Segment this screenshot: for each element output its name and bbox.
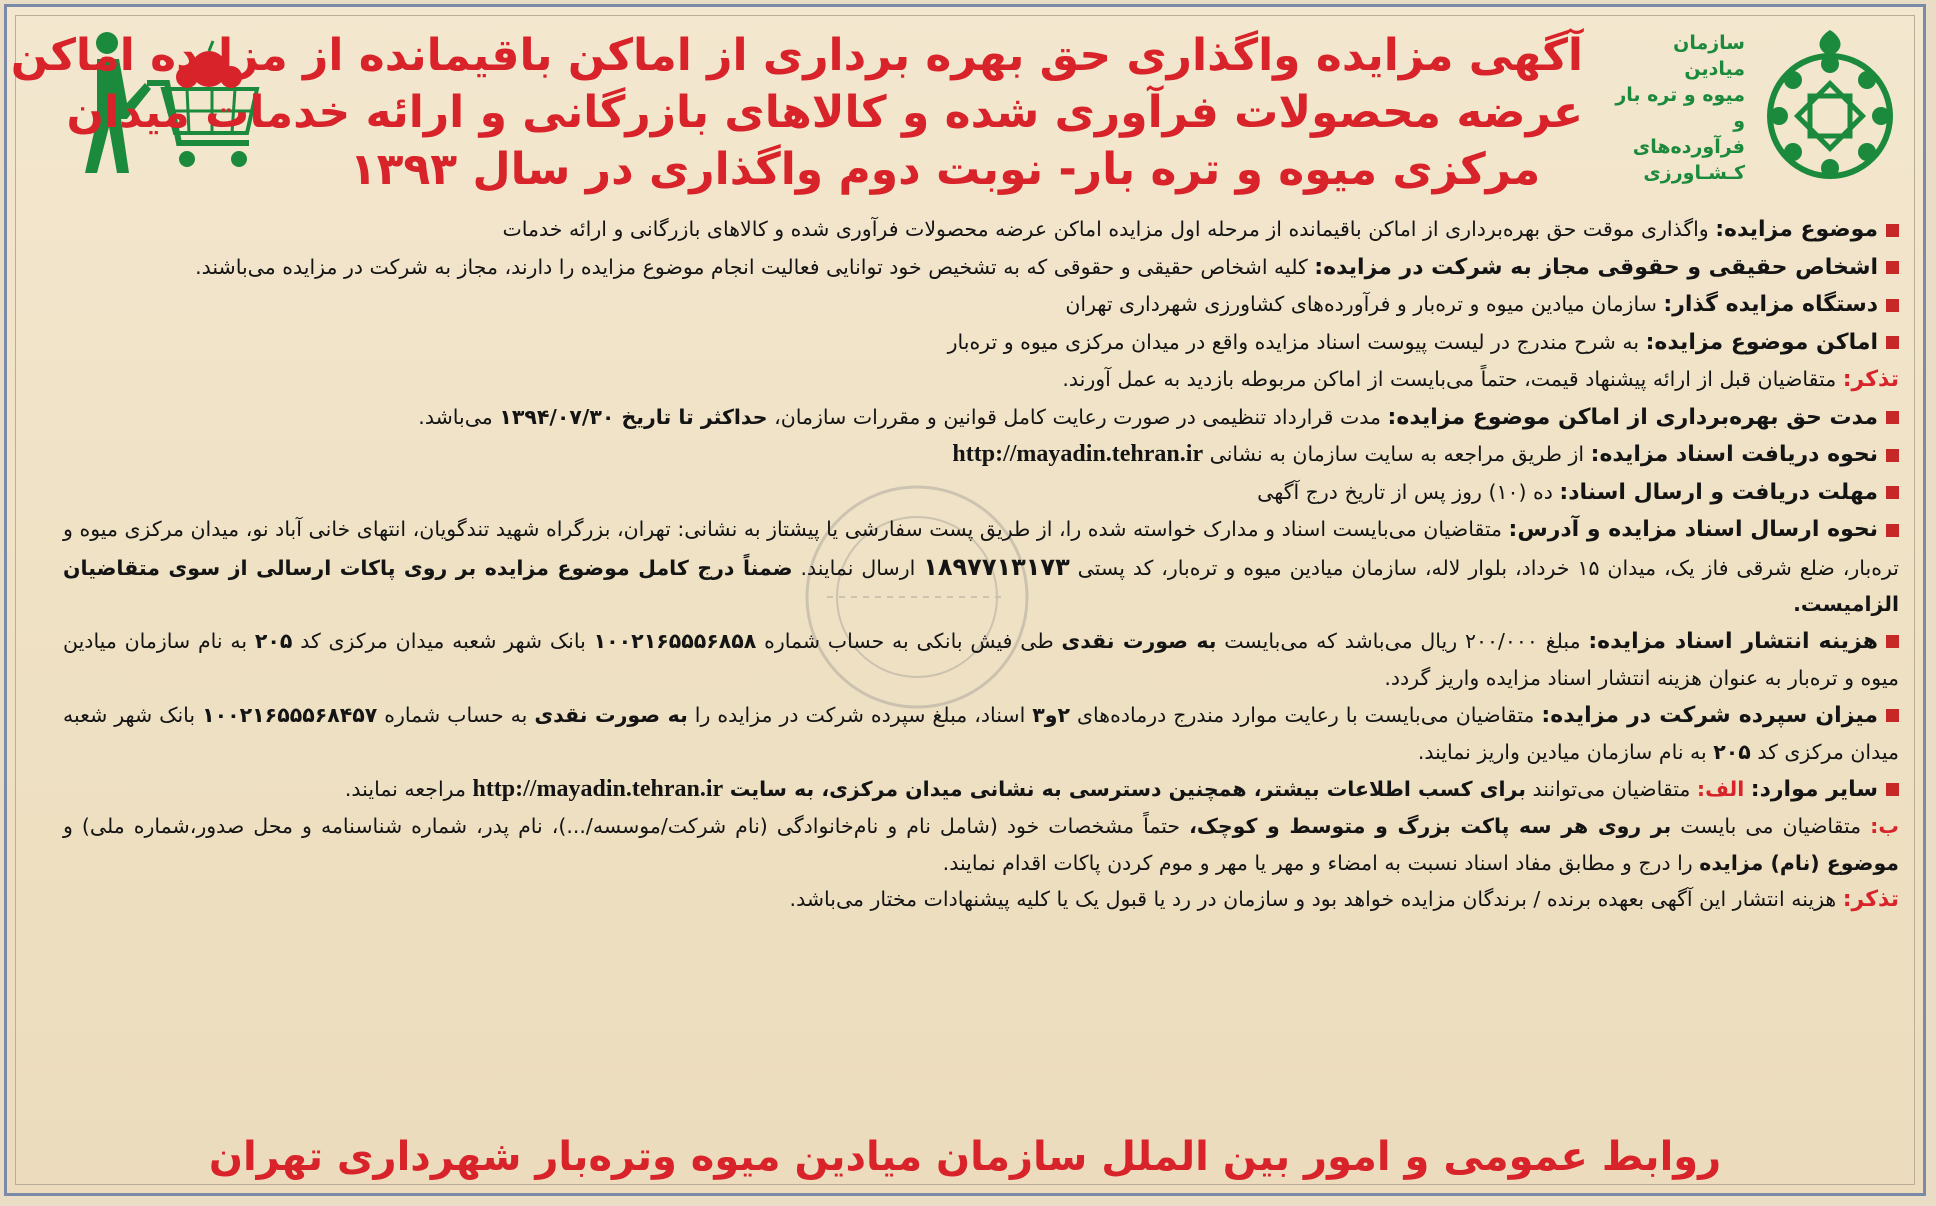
send-note: ضمناً درج کامل موضوع مزایده بر روی پاکات ارسالی از سوی متقاضیان الزامیست. [63, 555, 1899, 616]
docs-text: از طریق مراجعه به سایت سازمان به نشانی [1209, 442, 1585, 466]
duration-end: می‌باشد. [418, 404, 493, 429]
reminder-paragraph [63, 361, 1899, 399]
send-label: نحوه ارسال اسناد مزایده و آدرس: [1508, 517, 1878, 542]
places-label: اماکن موضوع مزایده: [1645, 329, 1878, 355]
reminder-label: تذکر: [1842, 367, 1899, 392]
deposit-paragraph [63, 697, 1899, 771]
deposit-label: میزان سپرده شرکت در مزایده: [1541, 702, 1879, 728]
bullet-icon [1886, 224, 1899, 237]
title-line: مرکزی میوه و تره بار- نوبت دوم واگذاری در سال ۱۳۹۳ [349, 144, 1541, 195]
bullet-icon [1886, 299, 1899, 312]
deposit-text: به حساب شماره [384, 702, 528, 727]
other-label: سایر موارد: [1750, 776, 1878, 802]
places-paragraph [63, 324, 1899, 362]
reminder-text: هزینه انتشار این آگهی بعهده برنده / برندگان مزایده خواهد بود و سازمان در رد یا قبول یک یا کلیه پیشنهادات مختار می‌باشد. [789, 887, 1837, 911]
other-end: مراجعه نمایند. [344, 776, 466, 801]
bullet-icon [1886, 635, 1899, 648]
deadline-label: مهلت دریافت و ارسال اسناد: [1559, 479, 1878, 505]
duration-label: مدت حق بهره‌برداری از اماکن موضوع مزایده: [1387, 404, 1878, 430]
reminder-label: تذکر: [1842, 887, 1899, 912]
deposit-cash: به صورت نقدی [534, 702, 688, 727]
title-line: آگهی مزایده واگذاری حق بهره برداری از اماکن باقیمانده از مزایده اماکن [10, 30, 1583, 81]
reminder-paragraph [63, 881, 1899, 919]
subject-text: واگذاری موقت حق بهره‌برداری از اماکن باقیمانده از مرحله اول مزایده اماکن عرضه محصولات فرآوری شده و کالاهای بازرگانی و ارائه خدمات [502, 217, 1709, 241]
bullet-icon [1886, 411, 1899, 424]
other-paragraph [63, 771, 1899, 809]
subject-paragraph [63, 211, 1899, 249]
send-end: ارسال نمایند. [800, 555, 916, 580]
website-link[interactable]: http://mayadin.tehran.ir [472, 775, 724, 802]
duration-paragraph [63, 399, 1899, 437]
cost-paragraph [63, 623, 1899, 697]
cost-text: بانک شهر شعبه میدان مرکزی کد [300, 628, 586, 653]
bullet-icon [1886, 486, 1899, 499]
bullet-icon [1886, 261, 1899, 274]
deposit-account-number: ۱۰۰۲۱۶۵۵۵۶۸۴۵۷ [202, 702, 378, 727]
docs-label: نحوه دریافت اسناد مزایده: [1590, 442, 1878, 467]
org-name-line: سازمان میادین [1673, 32, 1745, 80]
cost-text: به نام سازمان میادین میوه و تره‌بار به عنوان هزینه انتشار اسناد مزایده واریز گردد. [63, 628, 1899, 690]
duration-date: حداکثر تا تاریخ ۱۳۹۴/۰۷/۳۰ [499, 404, 768, 429]
item-b-bold: موضوع (نام) مزایده [1699, 850, 1899, 875]
footer-signature: روابط عمومی و امور بین الملل سازمان میادین میوه وتره‌بار شهرداری تهران [208, 1134, 1722, 1180]
docs-paragraph [63, 436, 1899, 474]
bullet-icon [1886, 524, 1899, 537]
deadline-paragraph [63, 474, 1899, 512]
item-b-text: را درج و مطابق مفاد اسناد نسبت به امضاء و مهر یا مهر و موم کردن پاکات اقدام نمایند. [942, 850, 1693, 875]
advertisement-title [10, 27, 1583, 198]
subject-label: موضوع مزایده: [1715, 217, 1878, 242]
item-b-bold: بر روی هر سه پاکت بزرگ و متوسط و کوچک، [1189, 814, 1672, 838]
org-name-line: میوه و تره بار [1615, 84, 1745, 106]
deposit-text: به نام سازمان میادین واریز نمایند. [1417, 740, 1707, 764]
item-b-label: ب: [1870, 814, 1899, 838]
bullet-icon [1886, 709, 1899, 722]
item-b-paragraph [63, 808, 1899, 881]
advertisement-page [4, 4, 1926, 1196]
duration-text: مدت قرارداد تنظیمی در صورت رعایت کامل قوانین و مقررات سازمان، [774, 404, 1381, 429]
cost-text: مبلغ ۲۰۰/۰۰۰ ریال می‌باشد که می‌بایست [1224, 628, 1581, 653]
organization-name [1615, 30, 1745, 186]
org-name-line: و فرآورده‌های [1632, 110, 1745, 158]
organizer-text: سازمان میادین میوه و تره‌بار و فرآورده‌های کشاورزی شهرداری تهران [1065, 292, 1657, 316]
deadline-text: ده (۱۰) روز پس از تاریخ درج آگهی [1257, 479, 1553, 504]
cost-label: هزینه انتشار اسناد مزایده: [1588, 628, 1878, 654]
branch-code: ۲۰۵ [254, 628, 293, 653]
postal-code: ۱۸۹۷۷۱۳۱۷۳ [923, 552, 1070, 581]
send-paragraph [63, 511, 1899, 623]
deposit-text: بانک شهر شعبه میدان مرکزی کد [63, 702, 1899, 764]
item-a-label: الف: [1696, 776, 1745, 801]
other-text: متقاضیان می‌توانند [1532, 776, 1691, 801]
bullet-icon [1886, 336, 1899, 349]
cost-text: طی فیش بانکی به حساب شماره [764, 628, 1054, 653]
branch-code: ۲۰۵ [1713, 740, 1751, 764]
item-b-text: حتماً مشخصات خود (شامل نام و نام‌خانوادگی (نام شرکت/موسسه/...)، نام پدر، شماره شناسنامه و محل صدور،شماره ملی) و [63, 814, 1181, 838]
deposit-text: اسناد، مبلغ سپرده شرکت در مزایده را [694, 702, 1026, 727]
advertisement-body [63, 211, 1899, 919]
cost-cash: به صورت نقدی [1061, 628, 1217, 653]
org-name-line: کـشـاورزی [1643, 162, 1745, 184]
title-line: عرضه محصولات فرآوری شده و کالاهای بازرگانی و ارائه خدمات میدان [66, 87, 1583, 138]
deposit-articles: ۲و۳ [1032, 702, 1071, 727]
website-link[interactable]: http://mayadin.tehran.ir [952, 441, 1204, 467]
bullet-icon [1886, 783, 1899, 796]
other-bold: برای کسب اطلاعات بیشتر، همچنین دسترسی به نشانی میدان مرکزی، به سایت [729, 776, 1526, 801]
organizer-label: دستگاه مزایده گذار: [1663, 292, 1878, 317]
send-text: متقاضیان می‌بایست اسناد و مدارک خواسته شده را، از طریق پست سفارشی یا پیشتاز به نشانی: تهران، بزرگراه شهید تندگویان، انتهای خانی آباد نو، میدان مرکزی میوه و تره‌بار، ضلع شرقی فاز یک، میدان ۱۵ خرداد، بلوار لاله، سازمان میادین میوه و تره‌بار، کد پستی [63, 517, 1899, 580]
emblem-icon [1755, 28, 1905, 188]
bullet-icon [1886, 449, 1899, 462]
reminder-text: متقاضیان قبل از ارائه پیشنهاد قیمت، حتماً می‌بایست از اماکن مربوطه بازدید به عمل آورند. [1062, 367, 1837, 391]
item-b-text: متقاضیان می بایست [1680, 814, 1862, 838]
organization-logo [1615, 23, 1905, 193]
cost-account-number: ۱۰۰۲۱۶۵۵۵۶۸۵۸ [593, 628, 757, 653]
places-text: به شرح مندرج در لیست پیوست اسناد مزایده واقع در میدان مرکزی میوه و تره‌بار [947, 329, 1640, 354]
organizer-paragraph [63, 286, 1899, 324]
deposit-text: متقاضیان می‌بایست با رعایت موارد مندرج درماده‌های [1077, 702, 1535, 727]
eligible-paragraph [63, 249, 1899, 287]
eligible-label: اشخاص حقیقی و حقوقی مجاز به شرکت در مزایده: [1314, 254, 1878, 280]
eligible-text: کلیه اشخاص حقیقی و حقوقی که به تشخیص خود توانایی فعالیت انجام موضوع مزایده را دارند، مجاز به شرکت در مزایده می‌باشند. [195, 254, 1308, 279]
